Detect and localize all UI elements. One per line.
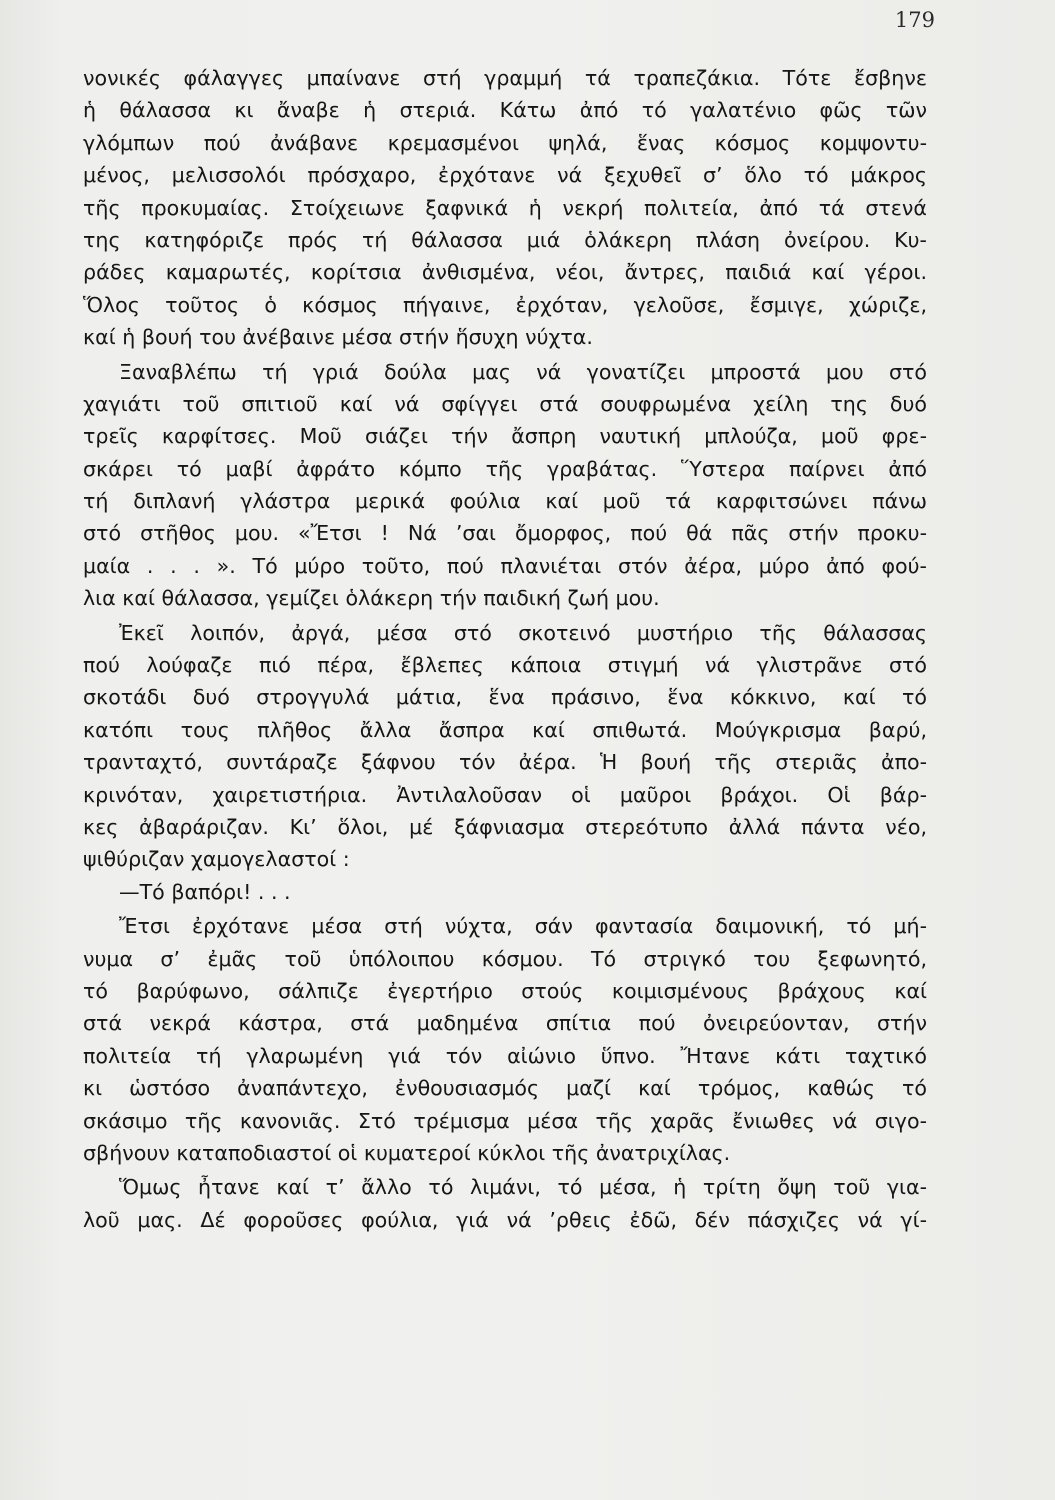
paragraph-start-line: Ξαναβλέπω τή γριά δούλα μας νά γονατίζει μπροστά μου στό [119, 359, 927, 384]
text-line: σκάσιμο τῆς κανονιᾶς. Στό τρέμισμα μέσα τῆς χαρᾶς ἔνιωθες νά σιγο- [83, 1108, 927, 1133]
text-line: λοῦ μας. Δέ φοροῦσες φούλια, γιά νά ’ρθεις ἐδῶ, δέν πάσχιζες νά γί- [83, 1207, 927, 1232]
text-line: σβήνουν καταποδιαστοί οἱ κυματεροί κύκλοι τῆς ἀνατριχίλας. [83, 1140, 731, 1165]
text-line: σκάρει τό μαβί ἀφράτο κόμπο τῆς γραβάτας. Ὕστερα παίρνει ἀπό [83, 456, 927, 481]
text-line: πολιτεία τή γλαρωμένη γιά τόν αἰώνιο ὕπνο. Ἤτανε κάτι ταχτικό [83, 1043, 927, 1068]
text-line: ράδες καμαρωτές, κορίτσια ἀνθισμένα, νέοι, ἄντρες, παιδιά καί γέροι. [83, 260, 927, 285]
paragraph-start-line: Ἐκεῖ λοιπόν, ἀργά, μέσα στό σκοτεινό μυστήριο τῆς θάλασσας [119, 620, 927, 645]
text-line: κι ὡστόσο ἀναπάντεχο, ἐνθουσιασμός μαζί καί τρόμος, καθώς τό [83, 1076, 927, 1101]
text-line: καί ἡ βουή του ἀνέβαινε μέσα στήν ἥσυχη νύχτα. [83, 325, 593, 350]
dialogue-line: —Τό βαπόρι! . . . [119, 879, 291, 904]
text-line: γλόμπων πού ἀνάβανε κρεμασμένοι ψηλά, ἕνας κόσμος κομψοντυ- [83, 130, 927, 155]
text-line: τρεῖς καρφίτσες. Μοῦ σιάζει τήν ἄσπρη ναυτική μπλούζα, μοῦ φρε- [83, 424, 927, 449]
text-line: πού λούφαζε πιό πέρα, ἔβλεπες κάποια στιγμή νά γλιστρᾶνε στό [83, 653, 927, 678]
text-line: τό βαρύφωνο, σάλπιζε ἐγερτήριο στούς κοιμισμένους βράχους καί [83, 978, 927, 1003]
text-line: νονικές φάλαγγες μπαίνανε στή γραμμή τά τραπεζάκια. Τότε ἔσβηνε [83, 66, 927, 90]
text-line: σκοτάδι δυό στρογγυλά μάτια, ἕνα πράσινο, ἕνα κόκκινο, καί τό [83, 685, 927, 710]
text-line: χαγιάτι τοῦ σπιτιοῦ καί νά σφίγγει στά σουφρωμένα χείλη της δυό [83, 391, 927, 416]
page-number: 179 [894, 8, 935, 32]
text-line: λια καί θάλασσα, γεμίζει ὁλάκερη τήν παιδική ζωή μου. [83, 586, 660, 611]
text-line: κες ἀβαράριζαν. Κι’ ὅλοι, μέ ξάφνιασμα στερεότυπο ἀλλά πάντα νέο, [83, 814, 927, 839]
text-line: Ὅλος τοῦτος ὁ κόσμος πήγαινε, ἐρχόταν, γελοῦσε, ἔσμιγε, χώριζε, [83, 292, 927, 317]
text-line: ἡ θάλασσα κι ἄναβε ἡ στεριά. Κάτω ἀπό τό γαλατένιο φῶς τῶν [83, 98, 927, 123]
text-line: κατόπι τους πλῆθος ἄλλα ἄσπρα καί σπιθωτά. Μούγκρισμα βαρύ, [83, 717, 927, 742]
text-line: στά νεκρά κάστρα, στά μαδημένα σπίτια πού ὀνειρεύονταν, στήν [83, 1011, 927, 1036]
text-line: στό στῆθος μου. «Ἔτσι ! Νά ’σαι ὄμορφος, πού θά πᾶς στήν προκυ- [83, 521, 927, 546]
text-line: μαία . . . ». Τό μύρο τοῦτο, πού πλανιέται στόν ἀέρα, μύρο ἀπό φού- [83, 553, 927, 578]
text-line: τῆς προκυμαίας. Στοίχειωνε ξαφνικά ἡ νεκρή πολιτεία, ἀπό τά στενά [83, 195, 927, 220]
text-line: κρινόταν, χαιρετιστήρια. Ἀντιλαλοῦσαν οἱ μαῦροι βράχοι. Οἱ βάρ- [83, 782, 927, 807]
paragraph-start-line: Ὅμως ἦτανε καί τ’ ἄλλο τό λιμάνι, τό μέσα, ἡ τρίτη ὄψη τοῦ για- [119, 1175, 927, 1200]
text-line: τρανταχτό, συντάραζε ξάφνου τόν ἀέρα. Ἡ βουή τῆς στεριᾶς ἀπο- [83, 750, 927, 775]
text-line: της κατηφόριζε πρός τή θάλασσα μιά ὁλάκερη πλάση ὀνείρου. Κυ- [83, 227, 927, 252]
body-text [83, 62, 927, 1236]
text-line: μένος, μελισσολόι πρόσχαρο, ἐρχότανε νά ξεχυθεῖ σ’ ὅλο τό μάκρος [83, 163, 927, 188]
text-line: νυμα σ’ ἐμᾶς τοῦ ὑπόλοιπου κόσμου. Τό στριγκό του ξεφωνητό, [83, 946, 927, 971]
text-line: τή διπλανή γλάστρα μερικά φούλια καί μοῦ τά καρφιτσώνει πάνω [83, 489, 927, 514]
paragraph-start-line: Ἔτσι ἐρχότανε μέσα στή νύχτα, σάν φαντασία δαιμονική, τό μή- [119, 914, 927, 939]
text-line: ψιθύριζαν χαμογελαστοί : [83, 847, 350, 872]
